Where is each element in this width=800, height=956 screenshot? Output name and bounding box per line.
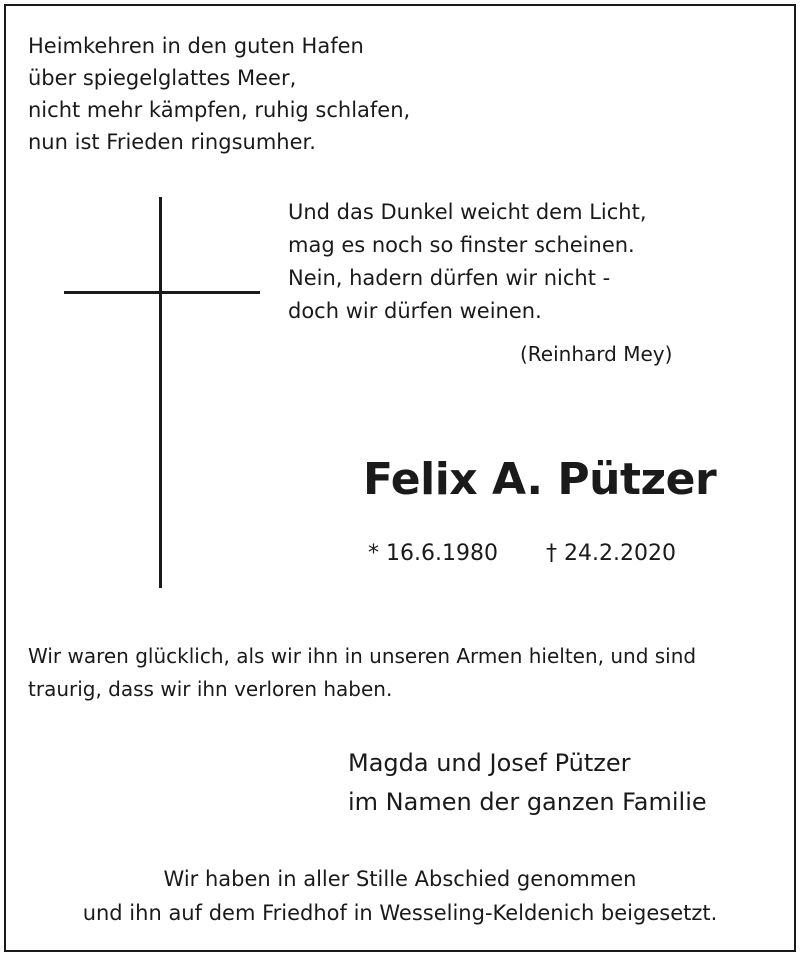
message-line: Wir waren glücklich, als wir ihn in unseren Armen hielten, und sind [28, 644, 697, 668]
signature-line: Magda und Josef Pützer [348, 749, 631, 777]
closing-note [0, 862, 800, 930]
cross-icon-horizontal-bar [64, 291, 260, 294]
closing-line: und ihn auf dem Friedhof in Wesseling-Keldenich beigesetzt. [82, 901, 718, 925]
signature-line: im Namen der ganzen Familie [348, 788, 707, 816]
quote-poem [288, 196, 647, 328]
opening-poem [28, 30, 410, 158]
message-line: traurig, dass wir ihn verloren haben. [28, 677, 393, 701]
closing-line: Wir haben in aller Stille Abschied genommen [163, 867, 637, 891]
death-date: † 24.2.2020 [546, 541, 676, 566]
quote-author: (Reinhard Mey) [520, 342, 673, 366]
deceased-name: Felix A. Pützer [363, 454, 717, 505]
poem-line: nun ist Frieden ringsumher. [28, 130, 316, 154]
family-message [28, 640, 696, 706]
quote-line: Und das Dunkel weicht dem Licht, [288, 200, 647, 224]
cross-icon-vertical-bar [159, 197, 162, 588]
birth-date: * 16.6.1980 [368, 541, 498, 566]
poem-line: über spiegelglattes Meer, [28, 66, 297, 90]
quote-line: doch wir dürfen weinen. [288, 299, 542, 323]
quote-line: mag es noch so finster scheinen. [288, 233, 635, 257]
quote-line: Nein, hadern dürfen wir nicht - [288, 266, 611, 290]
family-signature [348, 744, 707, 822]
poem-line: Heimkehren in den guten Hafen [28, 34, 364, 58]
poem-line: nicht mehr kämpfen, ruhig schlafen, [28, 98, 411, 122]
